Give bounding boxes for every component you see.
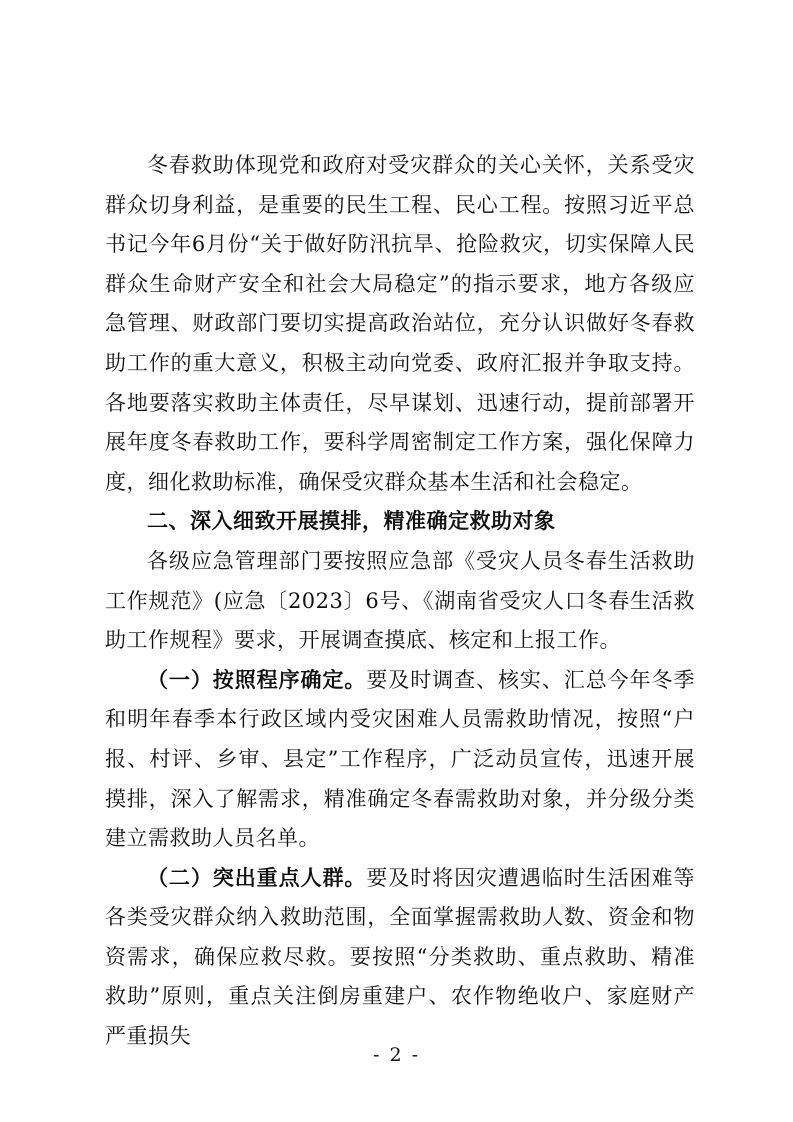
item-text: 要及时将因灾遭遇临时生活困难等各类受灾群众纳入救助范围，全面掌握需救助人数、资金和物资需求，确保应救尽救。要按照“分类救助、重点救助、精准救助”原则，重点关注倒房重建户、农作物绝收户、家庭财产严重损失 bbox=[105, 865, 695, 1049]
document-body bbox=[105, 146, 695, 1057]
item-text: 要及时调查、核实、汇总今年冬季和明年春季本行政区域内受灾困难人员需救助情况，按照“户报、村评、乡审、县定”工作程序，广泛动员宣传，迅速开展摸排，深入了解需求，精准确定冬春需救助对象，并分级分类建立需救助人员名单。 bbox=[105, 667, 695, 851]
item-lead: （二）突出重点人群。 bbox=[147, 865, 367, 890]
section-heading: 二、深入细致开展摸排，精准确定救助对象 bbox=[147, 509, 556, 534]
numbered-item bbox=[105, 661, 695, 859]
body-paragraph: 冬春救助体现党和政府对受灾群众的关心关怀，关系受灾群众切身利益，是重要的民生工程、民心工程。按照习近平总书记今年6月份“关于做好防汛抗旱、抢险救灾，切实保障人民群众生命财产安全和社会大局稳定”的指示要求，地方各级应急管理、财政部门要切实提高政治站位，充分认识做好冬春救助工作的重大意义，积极主动向党委、政府汇报并争取支持。各地要落实救助主体责任，尽早谋划、迅速行动，提前部署开展年度冬春救助工作，要科学周密制定工作方案，强化保障力度，细化救助标准，确保受灾群众基本生活和社会稳定。 bbox=[105, 153, 695, 494]
numbered-item bbox=[105, 859, 695, 1057]
item-lead: （一）按照程序确定。 bbox=[147, 667, 367, 692]
page-number: - 2 - bbox=[372, 1044, 420, 1066]
body-paragraph: 各级应急管理部门要按照应急部《受灾人员冬春生活救助工作规范》(应急〔2023〕6号、《湖南省受灾人口冬春生活救助工作规程》要求，开展调查摸底、核定和上报工作。 bbox=[105, 548, 695, 653]
